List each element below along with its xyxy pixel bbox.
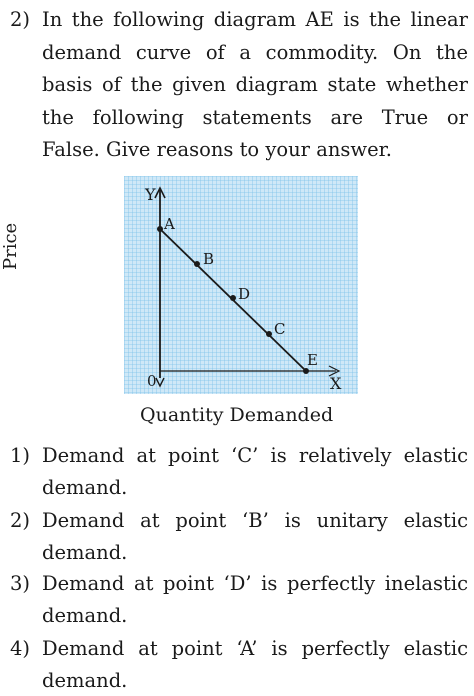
origin-label: 0	[147, 372, 157, 390]
point-c	[266, 331, 272, 337]
statement-text: Demand at point ‘B’ is unitary elastic demand.	[42, 509, 468, 564]
list-item	[10, 633, 468, 696]
label-d: D	[238, 285, 251, 303]
label-e: E	[307, 351, 318, 369]
axis-x-letter: X	[330, 374, 342, 393]
statement-number: 1)	[10, 444, 31, 467]
statement-text: Demand at point ‘C’ is relatively elastic demand.	[42, 444, 468, 499]
list-item	[10, 505, 468, 568]
point-d	[230, 295, 236, 301]
label-b: B	[203, 250, 215, 268]
question-number: 2)	[10, 8, 31, 31]
x-axis-label: Quantity Demanded	[140, 404, 334, 426]
point-a	[157, 226, 163, 232]
list-item	[10, 440, 468, 503]
label-a: A	[164, 215, 175, 233]
statement-number: 2)	[10, 509, 31, 532]
y-axis-label: Price	[0, 222, 21, 270]
statement-number: 3)	[10, 572, 31, 595]
statement-text: Demand at point ‘D’ is perfectly inelastic demand.	[42, 572, 468, 627]
question-text: In the following diagram AE is the linear demand curve of a commodity. On the basis of the given diagram state whether the following statements are True or False. Give reasons to your answer.	[42, 8, 468, 161]
axis-y-letter: Y	[145, 185, 156, 204]
list-item	[10, 568, 468, 631]
statement-list	[10, 440, 468, 696]
label-c: C	[274, 320, 286, 338]
point-b	[194, 261, 200, 267]
statement-number: 4)	[10, 637, 31, 660]
statement-text: Demand at point ‘A’ is perfectly elastic demand.	[42, 637, 468, 692]
